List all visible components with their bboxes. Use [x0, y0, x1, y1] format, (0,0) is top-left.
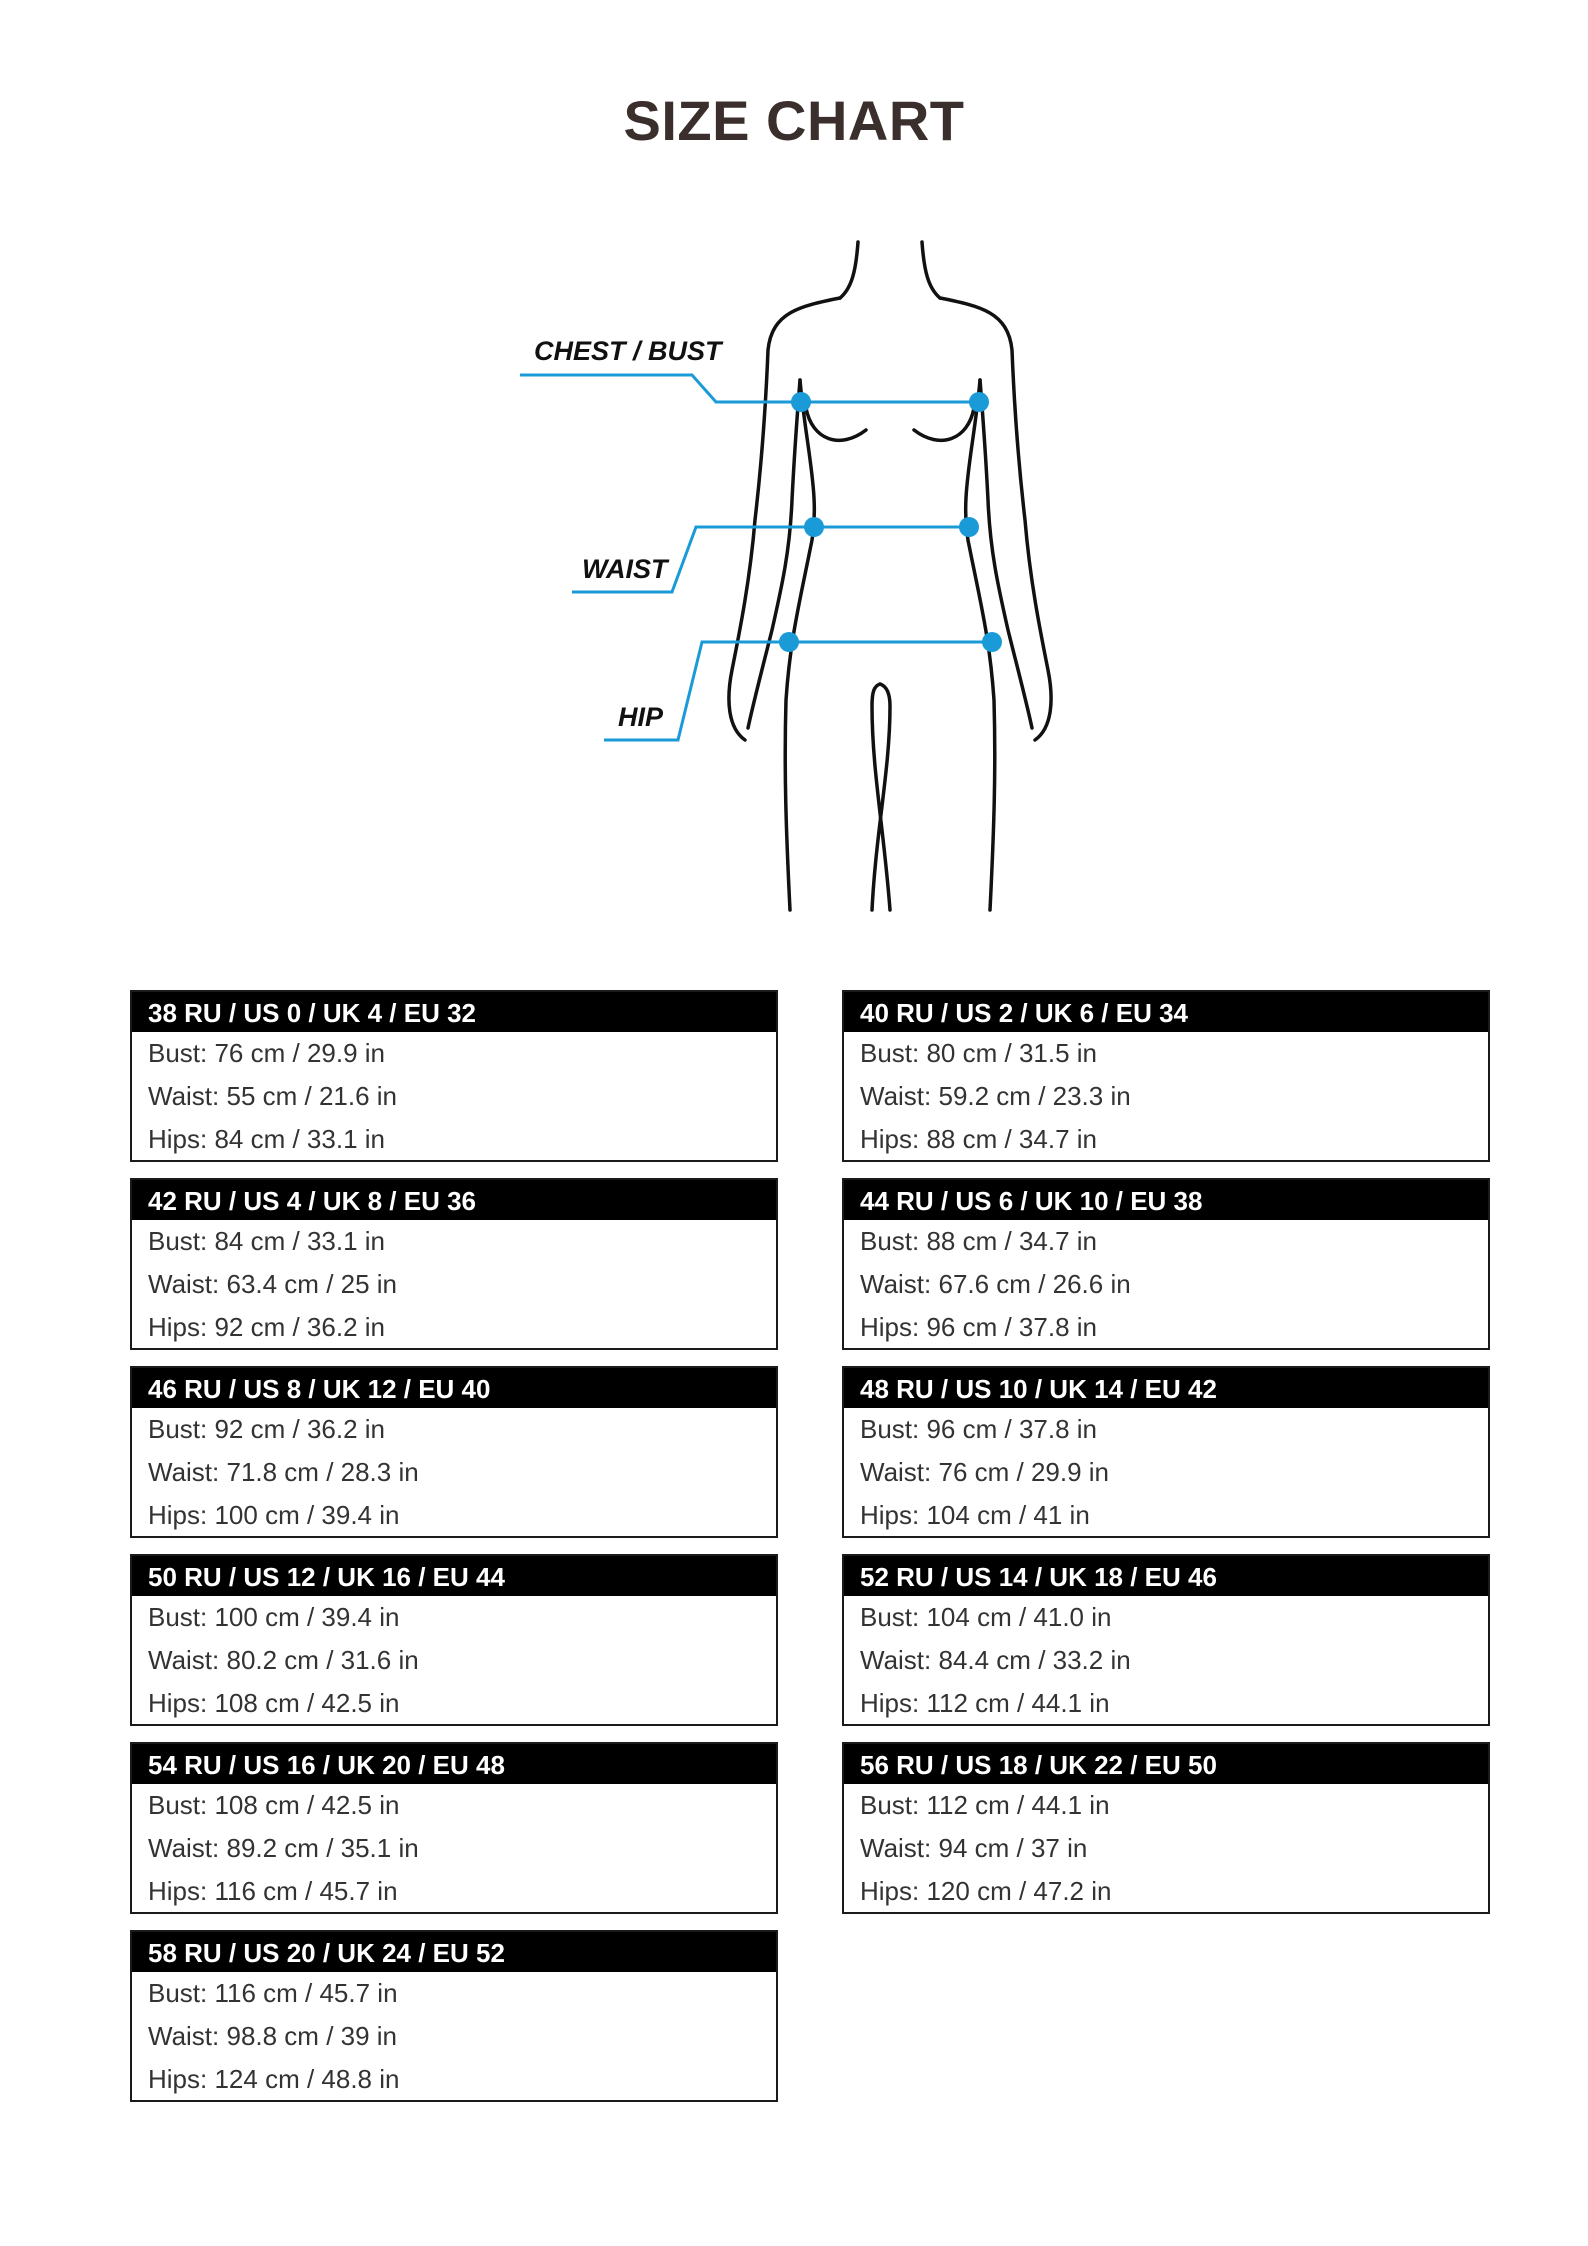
- size-card: [842, 1742, 1490, 1914]
- bust-measurement: Bust: 80 cm / 31.5 in: [860, 1038, 1098, 1068]
- size-card-header: 40 RU / US 2 / UK 6 / EU 34: [844, 992, 1488, 1032]
- size-card: [130, 990, 778, 1162]
- size-card: [130, 1742, 778, 1914]
- bust-measurement: Bust: 104 cm / 41.0 in: [860, 1602, 1112, 1632]
- hip-right-point: [982, 632, 1002, 652]
- hips-measurement: Hips: 84 cm / 33.1 in: [148, 1124, 385, 1154]
- size-card: [842, 1178, 1490, 1350]
- waist-right-point: [959, 517, 979, 537]
- size-card-header: 56 RU / US 18 / UK 22 / EU 50: [844, 1744, 1488, 1784]
- size-card-header: 54 RU / US 16 / UK 20 / EU 48: [132, 1744, 776, 1784]
- bust-measurement: Bust: 84 cm / 33.1 in: [148, 1226, 386, 1256]
- hips-measurement: Hips: 96 cm / 37.8 in: [860, 1312, 1097, 1342]
- hips-measurement: Hips: 100 cm / 39.4 in: [148, 1500, 400, 1530]
- size-card: [130, 1178, 778, 1350]
- hip-left-point: [779, 632, 799, 652]
- bust-measurement: Bust: 100 cm / 39.4 in: [148, 1602, 400, 1632]
- waist-label: WAIST: [582, 554, 668, 584]
- chest-left-point: [791, 392, 811, 412]
- size-card: [130, 1930, 778, 2102]
- size-card: [130, 1554, 778, 1726]
- page-title: SIZE CHART: [623, 89, 965, 152]
- bust-measurement: Bust: 116 cm / 45.7 in: [148, 1978, 398, 2008]
- body-measurement-diagram: [500, 230, 1100, 920]
- size-card-header: 44 RU / US 6 / UK 10 / EU 38: [844, 1180, 1488, 1220]
- size-card-header: 38 RU / US 0 / UK 4 / EU 32: [132, 992, 776, 1032]
- size-card-header: 50 RU / US 12 / UK 16 / EU 44: [132, 1556, 776, 1596]
- hips-measurement: Hips: 108 cm / 42.5 in: [148, 1688, 400, 1718]
- hips-measurement: Hips: 92 cm / 36.2 in: [148, 1312, 385, 1342]
- waist-measurement: Waist: 80.2 cm / 31.6 in: [148, 1645, 419, 1675]
- size-card-header: 42 RU / US 4 / UK 8 / EU 36: [132, 1180, 776, 1220]
- waist-measurement: Waist: 55 cm / 21.6 in: [148, 1081, 398, 1111]
- bust-measurement: Bust: 88 cm / 34.7 in: [860, 1226, 1098, 1256]
- size-card-header: 46 RU / US 8 / UK 12 / EU 40: [132, 1368, 776, 1408]
- size-card-header: 58 RU / US 20 / UK 24 / EU 52: [132, 1932, 776, 1972]
- waist-measurement: Waist: 59.2 cm / 23.3 in: [860, 1081, 1131, 1111]
- size-card: [842, 1366, 1490, 1538]
- size-card-header: 48 RU / US 10 / UK 14 / EU 42: [844, 1368, 1488, 1408]
- body-outline-illustration: [500, 230, 1100, 920]
- hips-measurement: Hips: 88 cm / 34.7 in: [860, 1124, 1097, 1154]
- waist-measurement: Waist: 94 cm / 37 in: [860, 1833, 1088, 1863]
- waist-measurement: Waist: 89.2 cm / 35.1 in: [148, 1833, 419, 1863]
- hips-measurement: Hips: 116 cm / 45.7 in: [148, 1876, 398, 1906]
- chest-right-point: [969, 392, 989, 412]
- waist-measurement: Waist: 71.8 cm / 28.3 in: [148, 1457, 419, 1487]
- bust-measurement: Bust: 76 cm / 29.9 in: [148, 1038, 386, 1068]
- size-grid: [130, 990, 1490, 2102]
- size-card: [842, 1554, 1490, 1726]
- size-card: [130, 1366, 778, 1538]
- waist-measurement: Waist: 67.6 cm / 26.6 in: [860, 1269, 1131, 1299]
- waist-measurement: Waist: 84.4 cm / 33.2 in: [860, 1645, 1131, 1675]
- waist-left-point: [804, 517, 824, 537]
- bust-measurement: Bust: 96 cm / 37.8 in: [860, 1414, 1098, 1444]
- hip-label: HIP: [618, 702, 664, 732]
- waist-measurement: Waist: 76 cm / 29.9 in: [860, 1457, 1110, 1487]
- bust-measurement: Bust: 92 cm / 36.2 in: [148, 1414, 386, 1444]
- chest-bust-label: CHEST / BUST: [534, 336, 722, 366]
- bust-measurement: Bust: 108 cm / 42.5 in: [148, 1790, 400, 1820]
- size-card: [842, 990, 1490, 1162]
- waist-measurement: Waist: 98.8 cm / 39 in: [148, 2021, 398, 2051]
- hips-measurement: Hips: 120 cm / 47.2 in: [860, 1876, 1112, 1906]
- hips-measurement: Hips: 104 cm / 41 in: [860, 1500, 1090, 1530]
- size-card-header: 52 RU / US 14 / UK 18 / EU 46: [844, 1556, 1488, 1596]
- waist-measurement: Waist: 63.4 cm / 25 in: [148, 1269, 398, 1299]
- hips-measurement: Hips: 112 cm / 44.1 in: [860, 1688, 1110, 1718]
- hips-measurement: Hips: 124 cm / 48.8 in: [148, 2064, 400, 2094]
- bust-measurement: Bust: 112 cm / 44.1 in: [860, 1790, 1110, 1820]
